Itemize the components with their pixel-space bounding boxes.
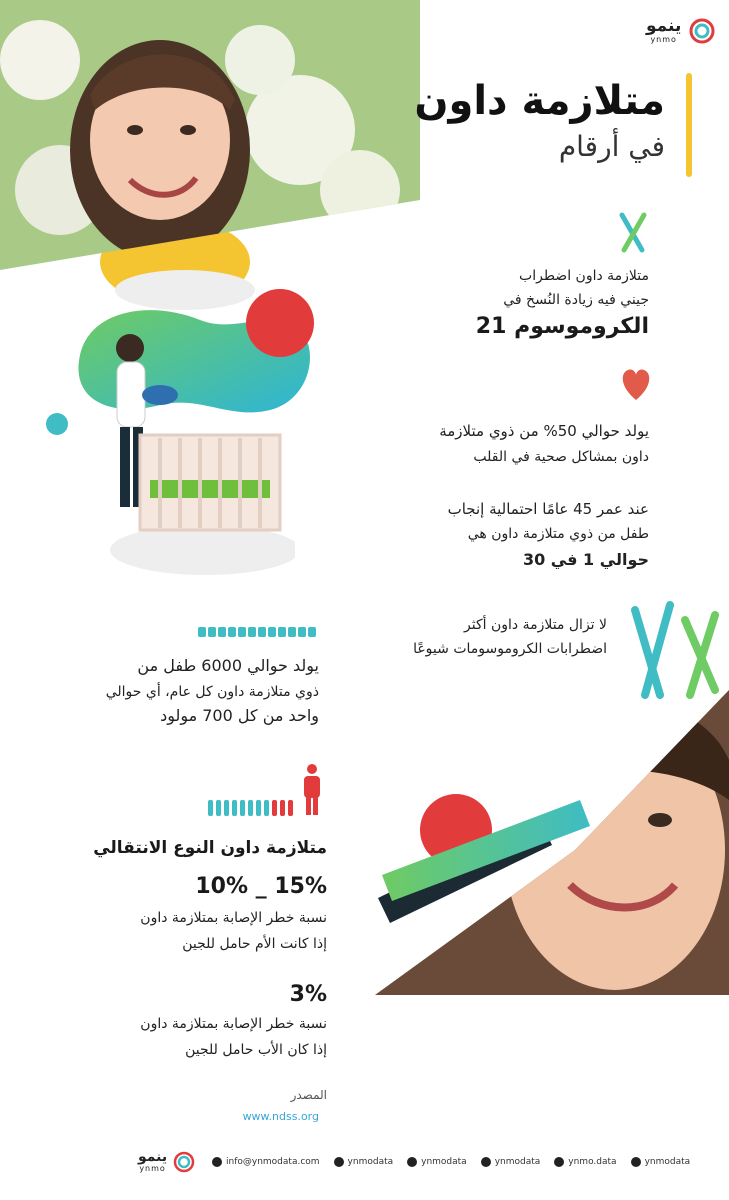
page-subtitle: في أرقام	[558, 130, 665, 163]
footer-twitter[interactable]	[407, 1157, 467, 1167]
father-risk-line1: نسبة خطر الإصابة بمتلازمة داون	[140, 1016, 327, 1032]
mother-crib-illustration	[95, 330, 295, 585]
person-icon	[300, 763, 324, 817]
footer-snapchat[interactable]	[554, 1157, 616, 1167]
fact-chromosome-line3: الكروموسوم 21	[475, 314, 649, 339]
fact-common-line2: اضطرابات الكروموسومات شيوعًا	[413, 641, 607, 657]
father-risk-line2: إذا كان الأب حامل للجين	[185, 1042, 327, 1058]
footer-linkedin[interactable]	[631, 1157, 691, 1167]
instagram-icon	[481, 1157, 491, 1167]
teal-dot	[46, 413, 68, 435]
fact-births-line2: ذوي متلازمة داون كل عام، أي حوالي	[105, 684, 319, 700]
brand-name-ar: ينمو	[646, 16, 682, 36]
footer	[0, 1140, 729, 1200]
footer-logo-icon	[173, 1151, 195, 1173]
babies-icon-row	[198, 624, 320, 638]
source-link[interactable]: www.ndss.org	[242, 1110, 319, 1123]
father-risk-percent: 3%	[289, 982, 327, 1007]
footer-linkedin-text: ynmodata	[644, 1157, 691, 1167]
mother-risk-line1: نسبة خطر الإصابة بمتلازمة داون	[140, 910, 327, 926]
fact-chromosome-line1: متلازمة داون اضطراب	[519, 268, 649, 284]
brand-name-en: ynmo	[650, 35, 677, 44]
child-photo-top	[0, 0, 420, 270]
fact-common-line1: لا تزال متلازمة داون أكثر	[464, 617, 607, 633]
ratio-bar-icon	[208, 800, 300, 816]
translocation-title: متلازمة داون النوع الانتقالي	[93, 838, 327, 858]
fact-chromosome-line2: جيني فيه زيادة النُسخ في	[503, 292, 649, 308]
linkedin-icon	[631, 1157, 641, 1167]
chromosome-icon	[612, 210, 657, 255]
brand-logo	[646, 18, 715, 44]
footer-instagram[interactable]	[481, 1157, 541, 1167]
footer-email-text: info@ynmodata.com	[226, 1157, 320, 1167]
chromosome-decoration	[615, 600, 729, 710]
footer-twitter-text: ynmodata	[421, 1157, 467, 1167]
footer-snapchat-text: ynmo.data	[568, 1157, 617, 1167]
footer-brand-ar: ينمو	[138, 1149, 168, 1165]
child-photo-bottom	[375, 690, 729, 995]
page-title: متلازمة داون	[414, 78, 665, 124]
fact-births-line1: يولد حوالي 6000 طفل من	[137, 656, 319, 675]
footer-youtube-text: ynmodata	[347, 1157, 394, 1167]
fact-heart-line2: داون بمشاكل صحية في القلب	[473, 449, 649, 465]
logo-icon	[689, 18, 715, 44]
footer-brand-en: ynmo	[139, 1164, 166, 1173]
footer-email[interactable]	[212, 1157, 320, 1167]
source-label: المصدر	[290, 1088, 327, 1102]
fact-births-line3: واحد من كل 700 مولود	[160, 706, 319, 725]
footer-instagram-text: ynmodata	[494, 1157, 541, 1167]
fact-heart-line1: يولد حوالي 50% من ذوي متلازمة	[439, 422, 649, 440]
twitter-icon	[407, 1157, 417, 1167]
title-accent-bar	[686, 73, 692, 177]
email-icon	[212, 1157, 222, 1167]
footer-social-links	[212, 1157, 690, 1167]
fact-age-line2: طفل من ذوي متلازمة داون هي	[467, 526, 649, 542]
youtube-icon	[334, 1157, 344, 1167]
mother-risk-percent: 15% _ 10%	[195, 874, 327, 899]
footer-logo	[138, 1150, 195, 1173]
snapchat-icon	[554, 1157, 564, 1167]
fact-age-line3: حوالي 1 في 30	[522, 550, 649, 569]
heart-icon	[618, 365, 654, 403]
mother-risk-line2: إذا كانت الأم حامل للجين	[182, 936, 327, 952]
fact-age-line1: عند عمر 45 عامًا احتمالية إنجاب	[447, 500, 649, 518]
footer-youtube[interactable]	[334, 1157, 394, 1167]
